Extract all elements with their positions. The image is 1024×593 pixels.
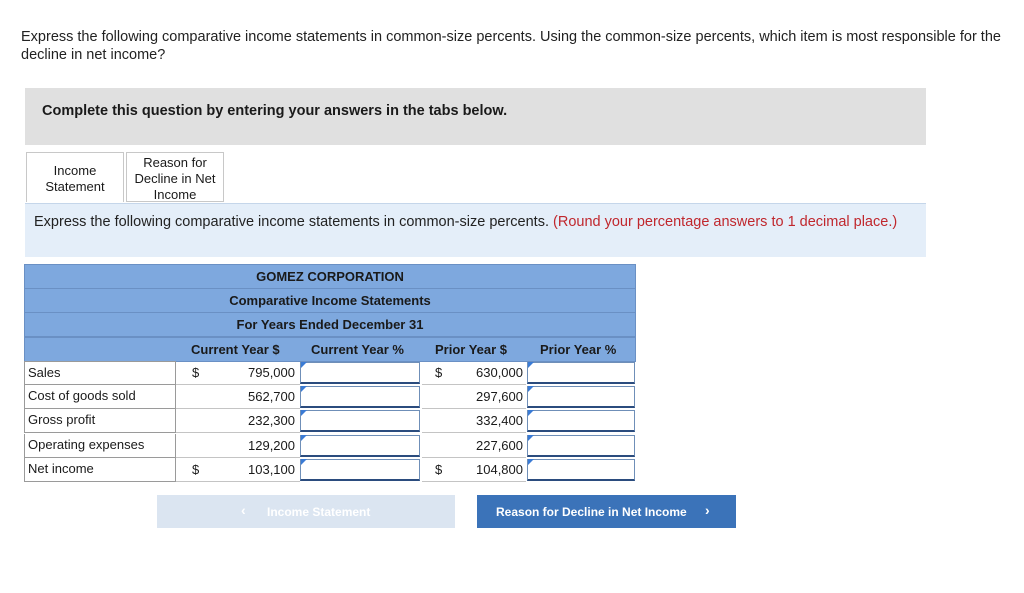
prior-dollar-sign: $ xyxy=(435,462,443,477)
prior-percent-input[interactable] xyxy=(527,435,635,457)
instruction-box xyxy=(25,203,926,257)
col-prior-percent: Prior Year % xyxy=(540,342,617,357)
table-row xyxy=(24,434,636,458)
current-amount: 103,100 xyxy=(248,462,295,477)
next-button-label: Reason for Decline in Net Income xyxy=(496,505,687,519)
prev-tab-button[interactable] xyxy=(157,495,455,528)
input-marker-icon xyxy=(301,362,307,368)
input-marker-icon xyxy=(301,386,307,392)
input-marker-icon xyxy=(301,459,307,465)
current-dollar-sign: $ xyxy=(192,462,200,477)
prev-button-label: Income Statement xyxy=(267,505,371,519)
input-marker-icon xyxy=(528,435,534,441)
current-amount: 129,200 xyxy=(248,438,295,453)
rounding-note: (Round your percentage answers to 1 decimal place.) xyxy=(553,214,898,230)
input-marker-icon xyxy=(528,362,534,368)
prior-amount: 297,600 xyxy=(476,389,523,404)
tab-reason-for-decline[interactable]: Reason for Decline in Net Income xyxy=(126,152,224,202)
instruction-text: Express the following comparative income statements in common-size percents. xyxy=(34,214,549,230)
chevron-right-icon: › xyxy=(705,502,710,518)
current-amount: 795,000 xyxy=(248,365,295,380)
current-amount: 232,300 xyxy=(248,413,295,428)
col-current-dollar: Current Year $ xyxy=(191,342,280,357)
statement-period: For Years Ended December 31 xyxy=(24,312,636,337)
input-marker-icon xyxy=(301,410,307,416)
current-amount: 562,700 xyxy=(248,389,295,404)
table-row xyxy=(24,361,636,385)
prior-amount: 227,600 xyxy=(476,438,523,453)
row-label: Sales xyxy=(24,361,176,385)
prior-percent-input[interactable] xyxy=(527,362,635,384)
prior-amount: 630,000 xyxy=(476,365,523,380)
current-percent-input[interactable] xyxy=(300,386,420,408)
current-dollar-sign: $ xyxy=(192,365,200,380)
statement-title: Comparative Income Statements xyxy=(24,288,636,313)
table-row xyxy=(24,458,636,482)
prior-percent-input[interactable] xyxy=(527,459,635,481)
col-prior-dollar: Prior Year $ xyxy=(435,342,508,357)
table-row xyxy=(24,385,636,409)
prior-amount: 332,400 xyxy=(476,413,523,428)
current-percent-input[interactable] xyxy=(300,410,420,432)
input-marker-icon xyxy=(528,410,534,416)
col-current-percent: Current Year % xyxy=(311,342,404,357)
input-marker-icon xyxy=(528,386,534,392)
table-row xyxy=(24,409,636,433)
tab-income-statement[interactable]: Income Statement xyxy=(26,152,124,202)
chevron-left-icon: ‹ xyxy=(241,502,246,518)
row-label: Operating expenses xyxy=(24,434,176,458)
current-percent-input[interactable] xyxy=(300,362,420,384)
banner-text: Complete this question by entering your answers in the tabs below. xyxy=(42,103,508,119)
column-headers xyxy=(24,337,636,362)
current-percent-input[interactable] xyxy=(300,459,420,481)
prior-amount: 104,800 xyxy=(476,462,523,477)
row-label: Cost of goods sold xyxy=(24,385,176,409)
prior-percent-input[interactable] xyxy=(527,410,635,432)
instruction-banner xyxy=(25,88,926,145)
current-percent-input[interactable] xyxy=(300,435,420,457)
input-marker-icon xyxy=(528,459,534,465)
next-tab-button[interactable] xyxy=(477,495,736,528)
company-name: GOMEZ CORPORATION xyxy=(24,264,636,289)
input-marker-icon xyxy=(301,435,307,441)
row-label: Net income xyxy=(24,458,176,482)
prior-dollar-sign: $ xyxy=(435,365,443,380)
prior-percent-input[interactable] xyxy=(527,386,635,408)
question-text: Express the following comparative income statements in common-size percents. Using the common-size percents, which item is most responsible for the decline in net income? xyxy=(21,29,1001,63)
row-label: Gross profit xyxy=(24,409,176,433)
